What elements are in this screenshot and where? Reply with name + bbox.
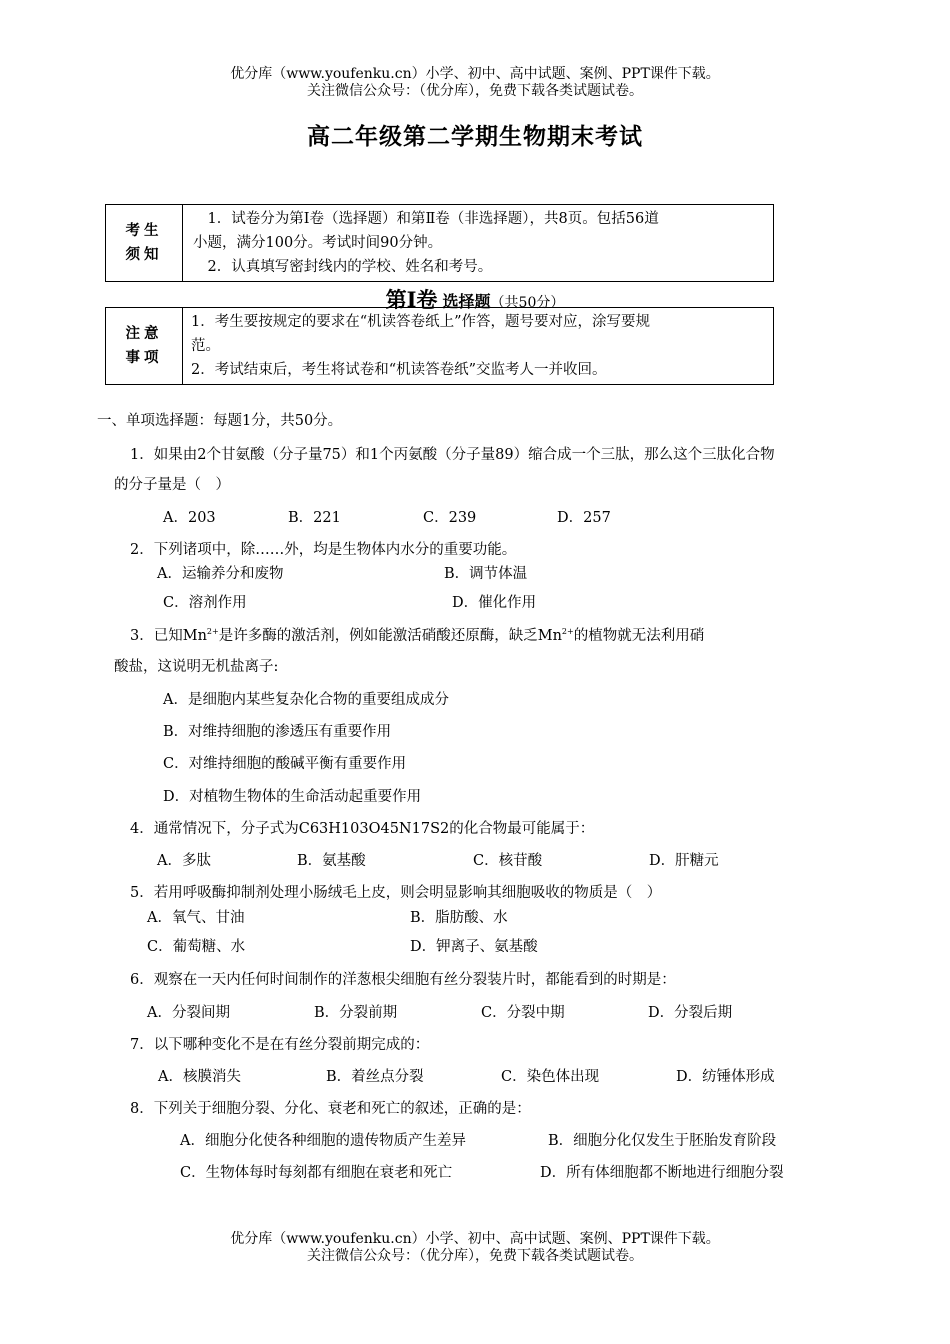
question-7-option-a: A．核膜消失 (158, 1069, 241, 1085)
footer-line-1: 优分库（www.youfenku.cn）小学、初中、高中试题、案例、PPT课件下载。 (230, 1231, 720, 1247)
part-one-score: （共50分） (490, 295, 565, 311)
question-4-option-d: D．肝糖元 (649, 853, 719, 869)
question-4-option-c: C．核苷酸 (473, 853, 543, 869)
ion-charge-superscript: 2+ (206, 627, 219, 636)
question-5-option-a: A．氧气、甘油 (147, 910, 245, 926)
page-header (0, 66, 950, 100)
question-2-option-d: D．催化作用 (452, 595, 537, 611)
header-line-2: 关注微信公众号：（优分库），免费下载各类试题试卷。 (307, 83, 643, 99)
attention-line: 2．考试结束后，考生将试卷和“机读答卷纸”交监考人一并收回。 (191, 362, 607, 378)
question-5-stem: 5．若用呼吸酶抑制剂处理小肠绒毛上皮，则会明显影响其细胞吸收的物质是（ ） (130, 885, 662, 901)
question-3-stem-part-c: 的植物就无法利用硝 (573, 628, 705, 644)
attention-line: 1．考生要按规定的要求在“机读答卷纸上”作答，题号要对应，涂写要规 (191, 314, 651, 330)
question-4-option-b: B．氨基酸 (297, 853, 366, 869)
question-3-option-d: D．对植物生物体的生命活动起重要作用 (163, 789, 422, 805)
question-3-option-a: A．是细胞内某些复杂化合物的重要组成成分 (163, 692, 449, 708)
question-1-option-d: D．257 (557, 510, 611, 526)
question-3-stem-cont: 酸盐，这说明无机盐离子: (114, 659, 279, 675)
exam-title: 高二年级第二学期生物期末考试 (307, 123, 643, 150)
notice-line: 2．认真填写密封线内的学校、姓名和考号。 (193, 259, 493, 275)
question-6-stem: 6．观察在一天内任何时间制作的洋葱根尖细胞有丝分裂装片时，都能看到的时期是： (130, 972, 676, 988)
candidate-notice-box (105, 204, 774, 282)
question-5-option-c: C．葡萄糖、水 (147, 939, 246, 955)
attention-label (106, 308, 183, 385)
question-2-option-a: A．运输养分和废物 (157, 566, 284, 582)
attention-label-line-2: 事项 (125, 349, 163, 366)
question-2-stem: 2．下列诸项中，除……外，均是生物体内水分的重要功能。 (130, 542, 517, 558)
notice-label-line-2: 须知 (125, 246, 163, 263)
question-4-stem: 4．通常情况下，分子式为C63H103O45N17S2的化合物最可能属于： (130, 821, 595, 837)
attention-content (183, 308, 774, 385)
question-6-option-d: D．分裂后期 (648, 1005, 733, 1021)
notice-label-line-1: 考生 (125, 222, 163, 239)
notice-line: 1．试卷分为第Ⅰ卷（选择题）和第Ⅱ卷（非选择题），共8页。包括56道 (193, 211, 659, 227)
notice-line: 小题，满分100分。考试时间90分钟。 (193, 235, 443, 251)
ion-charge-superscript: 2+ (561, 627, 574, 636)
question-1-stem-cont: 的分子量是（ ） (114, 477, 230, 493)
question-1-option-a: A．203 (163, 510, 216, 526)
question-7-option-c: C．染色体出现 (501, 1069, 600, 1085)
attention-line: 范。 (191, 338, 220, 354)
question-7-option-b: B．着丝点分裂 (326, 1069, 424, 1085)
attention-box (105, 307, 774, 385)
question-8-option-a: A．细胞分化使各种细胞的遗传物质产生差异 (180, 1133, 466, 1149)
candidate-notice-content (183, 205, 774, 282)
question-1-stem: 1．如果由2个甘氨酸（分子量75）和1个丙氨酸（分子量89）缩合成一个三肽，那么这个三肽化合物 (130, 447, 775, 463)
question-6-option-c: C．分裂中期 (481, 1005, 565, 1021)
question-1-option-c: C．239 (423, 510, 477, 526)
question-1-option-b: B．221 (288, 510, 341, 526)
question-5-option-d: D．钾离子、氨基酸 (410, 939, 538, 955)
question-7-option-d: D．纺锤体形成 (676, 1069, 775, 1085)
question-8-stem: 8．下列关于细胞分裂、分化、衰老和死亡的叙述，正确的是： (130, 1101, 531, 1117)
question-8-option-b: B．细胞分化仅发生于胚胎发育阶段 (548, 1133, 777, 1149)
question-3-stem-part-a: 3．已知Mn (130, 628, 207, 644)
question-2-option-c: C．溶剂作用 (163, 595, 247, 611)
part-one-subtitle: 选择题 (442, 292, 491, 311)
header-line-1: 优分库（www.youfenku.cn）小学、初中、高中试题、案例、PPT课件下载。 (230, 66, 720, 82)
attention-label-line-1: 注意 (125, 325, 163, 342)
candidate-notice-label (106, 205, 183, 282)
question-3-stem (130, 627, 704, 645)
question-6-option-b: B．分裂前期 (314, 1005, 398, 1021)
question-5-option-b: B．脂肪酸、水 (410, 910, 508, 926)
question-8-option-c: C．生物体每时每刻都有细胞在衰老和死亡 (180, 1165, 453, 1181)
question-2-option-b: B．调节体温 (444, 566, 528, 582)
question-6-option-a: A．分裂间期 (147, 1005, 230, 1021)
question-3-option-c: C．对维持细胞的酸碱平衡有重要作用 (163, 756, 407, 772)
page-footer (0, 1231, 950, 1265)
question-8-option-d: D．所有体细胞都不断地进行细胞分裂 (540, 1165, 784, 1181)
section-heading: 一、单项选择题：每题1分，共50分。 (97, 413, 343, 429)
footer-line-2: 关注微信公众号：（优分库），免费下载各类试题试卷。 (307, 1248, 643, 1264)
question-3-option-b: B．对维持细胞的渗透压有重要作用 (163, 724, 392, 740)
question-4-option-a: A．多肽 (157, 853, 211, 869)
question-7-stem: 7．以下哪种变化不是在有丝分裂前期完成的： (130, 1037, 430, 1053)
question-3-stem-part-b: 是许多酶的激活剂，例如能激活硝酸还原酶，缺乏Mn (218, 628, 562, 644)
part-one-title: 第Ⅰ卷 (385, 287, 438, 312)
